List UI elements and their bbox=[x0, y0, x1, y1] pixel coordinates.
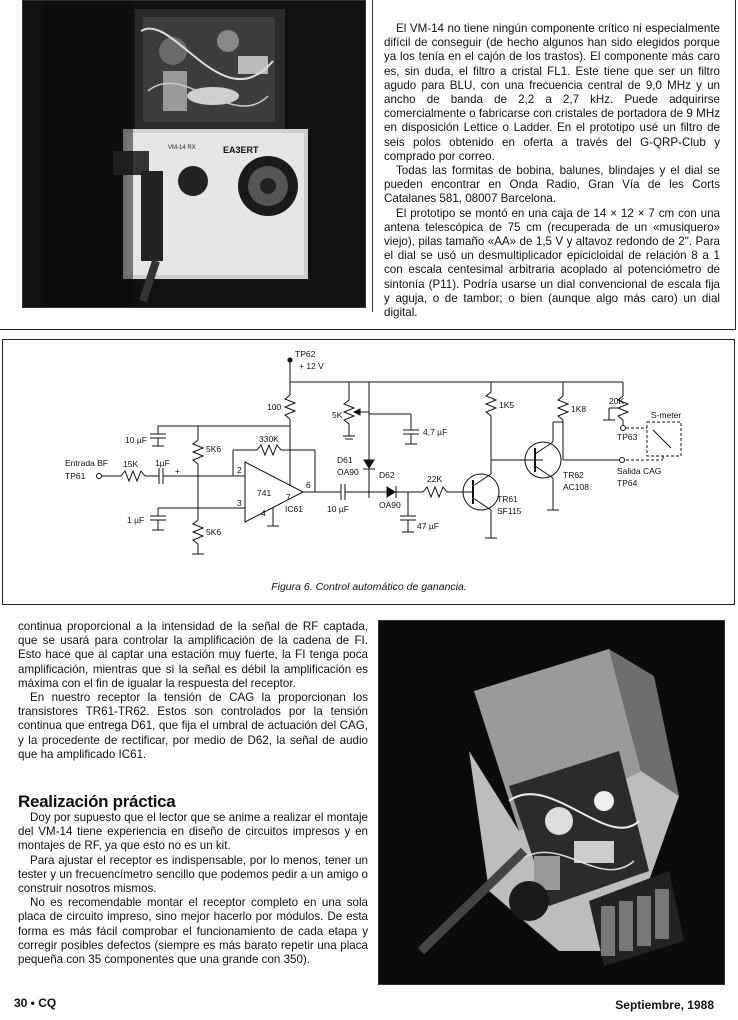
label-d61: D61 bbox=[337, 455, 353, 465]
label-smeter: S-meter bbox=[651, 410, 682, 420]
receiver-photo-bottom bbox=[378, 620, 725, 985]
label-c47u: 4,7 µF bbox=[423, 427, 448, 437]
label-r22k: 22K bbox=[427, 474, 443, 484]
label-tr62-type: AC108 bbox=[563, 482, 589, 492]
label-pin7: 7 bbox=[286, 492, 291, 502]
label-r5k6-bot: 5K6 bbox=[206, 527, 222, 537]
label-r20k: 20K bbox=[609, 396, 625, 406]
label-ic-type: 741 bbox=[257, 488, 272, 498]
label-tp64: TP64 bbox=[617, 478, 638, 488]
label-r1k5: 1K5 bbox=[499, 400, 515, 410]
label-r330k: 330K bbox=[259, 434, 279, 444]
photo1-tag-label: VM-14 RX bbox=[168, 145, 196, 151]
paragraph: continua proporcional a la intensidad de la señal de RF captada, que se usará para controlar la amplificación de la cadena de FI. Esto hace que al captar una estación muy fuerte, la FI tenga poca amplificación, mientras que si la señal es débil la amplificación es máxima con el fin de igualar la respuesta del receptor. bbox=[18, 620, 368, 690]
label-12v: + 12 V bbox=[299, 361, 324, 371]
label-c1u-in: 1µF bbox=[155, 458, 170, 468]
paragraph: El VM-14 no tiene ningún componente crítico ni especialmente difícil de conseguir (de hecho algunos han sido elegidos porque ya los tenía en el cajón de los trastos). El componente más caro es, sin duda, el filtro a cristal FL1. Este tiene que ser un filtro agudo para BLU, con una frecuencia central de 9,0 MHz y un ancho de banda de 2,2 a 2,7 kHz. Puede adquirirse comercialmente o fabricarse con cristales de portadora de 9 MHz en disposición Lettice o Ladder. En el prototipo usé un filtro de seis polos obtenido en oferta a través del G-QRP-Club y comprado por correo. bbox=[384, 22, 720, 163]
column-divider bbox=[372, 0, 373, 312]
label-r15k: 15K bbox=[123, 459, 139, 469]
left-text-2 bbox=[18, 811, 368, 967]
label-tp63: TP63 bbox=[617, 432, 638, 442]
photo1-board-label: EA3ERT bbox=[223, 145, 259, 155]
label-pin4: 4 bbox=[261, 508, 266, 518]
top-right-text bbox=[384, 22, 720, 320]
label-plus: + bbox=[175, 466, 180, 476]
page-footer-right: Septiembre, 1988 bbox=[615, 998, 714, 1012]
label-c47u-bot: 47 µF bbox=[417, 521, 439, 531]
label-r100: 100 bbox=[267, 402, 282, 412]
label-ic-ref: IC61 bbox=[285, 504, 303, 514]
left-text-1 bbox=[18, 620, 368, 762]
section-heading: Realización práctica bbox=[18, 792, 176, 811]
label-c10u-out: 10 µF bbox=[327, 504, 349, 514]
label-pin6: 6 bbox=[306, 480, 311, 490]
paragraph: No es recomendable montar el receptor completo en una sola placa de circuito impreso, sino mejor hacerlo por módulos. De esta forma es más fácil comprobar el funcionamiento de cada etapa y corregir posibles defectos (siempre es más barato repetir una placa pequeña con 35 componentes que una grande con 350). bbox=[18, 896, 368, 967]
label-pin3: 3 bbox=[237, 498, 242, 508]
schematic-figure bbox=[2, 339, 735, 605]
label-c10u-top: 10 µF bbox=[125, 435, 147, 445]
label-r5k: 5K bbox=[332, 410, 343, 420]
page-footer-left: 30 • CQ bbox=[14, 996, 57, 1010]
label-d62: D62 bbox=[379, 470, 395, 480]
label-r5k6-top: 5K6 bbox=[206, 444, 222, 454]
paragraph: Doy por supuesto que el lector que se anime a realizar el montaje del VM-14 tiene experiencia en diseño de circuitos impresos y en montajes de RF, ya que esto no es un kit. bbox=[18, 811, 368, 853]
label-d62-type: OA90 bbox=[379, 500, 401, 510]
paragraph: Todas las formitas de bobina, balunes, blindajes y el dial se pueden encontrar en Onda Radio, Gran Vía de les Corts Catalanes 581, 08007 Barcelona. bbox=[384, 164, 720, 206]
label-salida-cag: Salida CAG bbox=[617, 466, 662, 476]
paragraph: El prototipo se montó en una caja de 14 × 12 × 7 cm con una antena telescópica de 75 cm (recuperada de un «musiquero» viejo), pilas tamaño «AA» de 1,5 V y altavoz redondo de 2". Para el dial se usó un desmultiplicador epicicloidal de relación 8 a 1 con escala centesimal arbitraria acoplado al potenciómetro de sintonía (P11). Podría usarse un dial convencional de escala fija y aguja, o de tambor; o bien (aunque algo más caro) un dial digital. bbox=[384, 206, 720, 320]
label-entrada-bf: Entrada BF bbox=[65, 458, 108, 468]
paragraph: En nuestro receptor la tensión de CAG la proporcionan los transistores TR61-TR62. Estos son controlados por la tensión continua que entrega D61, que fija el umbral de actuación del CAG, y la procedente de rectificar, por medio de D62, la señal de audio que ha amplificado IC61. bbox=[18, 691, 368, 761]
figure-caption: Figura 6. Control automático de ganancia. bbox=[271, 581, 467, 593]
label-c1u-low: 1 µF bbox=[127, 515, 145, 525]
label-tr61: TR61 bbox=[497, 494, 518, 504]
label-tr61-type: SF115 bbox=[497, 506, 522, 516]
label-tr62: TR62 bbox=[563, 470, 584, 480]
label-tp62: TP62 bbox=[295, 349, 316, 359]
paragraph: Para ajustar el receptor es indispensable, por lo menos, tener un tester y un frecuencímetro sencillo que podemos pedir a un amigo o construir nosotros mismos. bbox=[18, 853, 368, 896]
receiver-photo-top bbox=[22, 0, 366, 308]
label-tp61: TP61 bbox=[65, 471, 86, 481]
label-pin2: 2 bbox=[237, 465, 242, 475]
label-r1k8: 1K8 bbox=[571, 404, 587, 414]
label-d61-type: OA90 bbox=[337, 467, 359, 477]
